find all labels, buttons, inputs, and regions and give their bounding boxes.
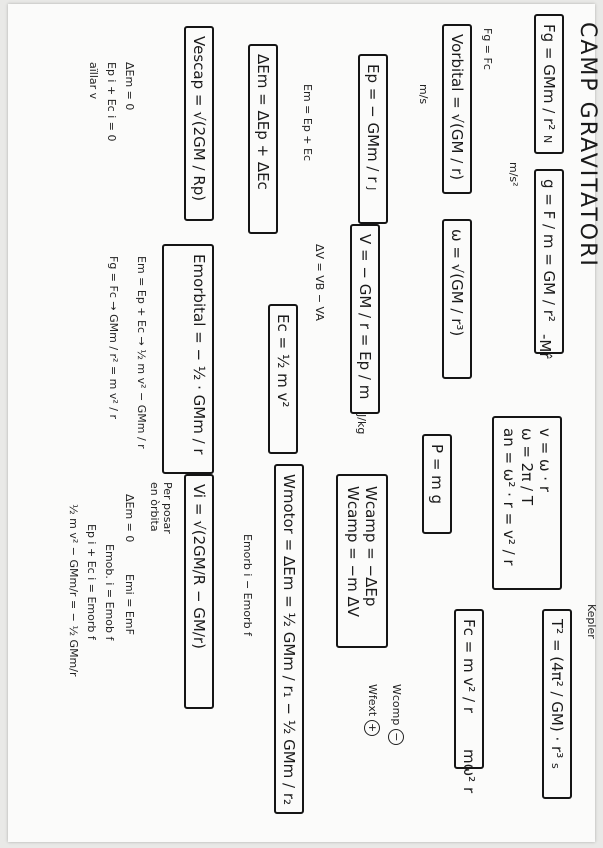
orbit-insertion-cond-4: Ep i + Ec i = Emorb f bbox=[85, 524, 98, 640]
mechanical-energy-change-box bbox=[248, 44, 278, 234]
orbital-energy-box bbox=[162, 244, 214, 474]
orbital-energy-formula: Emorbital = − ½ · GMm / r bbox=[190, 254, 208, 455]
orbital-velocity-box bbox=[442, 24, 472, 194]
notes-sheet bbox=[8, 4, 600, 842]
engine-work-formula: Wmotor = ΔEm = ½ GMm / r₁ − ½ GMm / r₂ bbox=[280, 474, 298, 806]
gravity-force-units: N bbox=[541, 134, 554, 144]
escape-velocity-formula: Vescap = √(2GM / Rp) bbox=[190, 36, 208, 202]
gravity-force-formula: Fg = GMm / r² bbox=[540, 24, 558, 131]
orbit-insertion-note-1: Per posar bbox=[161, 482, 174, 534]
kepler-units: s bbox=[549, 763, 562, 769]
fg-equals-fc-note: Fg = Fc bbox=[481, 28, 494, 70]
orbital-velocity-units: m/s bbox=[417, 84, 430, 105]
mechanical-energy-change-formula: ΔEm = ΔEp + ΔEc bbox=[254, 54, 272, 190]
escape-condition-2: Ep i + Ec i = 0 bbox=[105, 62, 118, 142]
circular-relations-box bbox=[492, 416, 562, 590]
kepler-formula: T² = (4π² / GM) · r³ bbox=[548, 619, 566, 759]
centripetal-accel-formula: an = ω² · r = v² / r bbox=[500, 428, 518, 566]
external-work-label: Wfext bbox=[366, 684, 379, 717]
angular-orbital-formula: ω = √(GM / r³) bbox=[448, 229, 466, 337]
gravity-force-box bbox=[534, 14, 564, 154]
potential-energy-formula: Ep = − GMm / r bbox=[364, 64, 382, 183]
gravity-field-vector: -Mr̂ bbox=[536, 334, 554, 359]
orbit-insertion-cond-5: ½ m v² − GMm/r = − ½ GMm/r bbox=[67, 504, 80, 677]
kepler-label: Kepler bbox=[585, 604, 598, 639]
linear-velocity-formula: v = ω · r bbox=[536, 428, 554, 493]
centripetal-force-formula: Fc = m v² / r bbox=[460, 619, 478, 714]
potential-energy-units: J bbox=[365, 187, 378, 191]
engine-work-box bbox=[274, 464, 304, 814]
orbital-velocity-formula: Vorbital = √(GM / r) bbox=[448, 34, 466, 181]
gravity-field-units: m/s² bbox=[507, 162, 520, 187]
centripetal-force-box bbox=[454, 609, 484, 769]
orbit-insertion-cond-1: ΔEm = 0 bbox=[123, 494, 136, 543]
gravitational-potential-formula: V = − GM / r = Ep / m bbox=[356, 234, 374, 400]
gravitational-potential-box bbox=[350, 224, 380, 414]
orbit-insertion-cond-3: Emob. i = Emob f bbox=[103, 544, 116, 641]
escape-velocity-box bbox=[184, 26, 214, 221]
escape-condition-3: aïllar v bbox=[87, 62, 100, 100]
potential-energy-box bbox=[358, 54, 388, 224]
weight-formula: P = m g bbox=[428, 444, 446, 505]
orbital-energy-derivation-1: Em = Ep + Ec → ½ m v² − GMm / r bbox=[135, 256, 148, 449]
centripetal-force-alt: mω² r bbox=[460, 749, 478, 794]
page-title: CAMP GRAVITATORI bbox=[575, 22, 600, 268]
kepler-box bbox=[542, 609, 572, 799]
work-classification bbox=[364, 684, 404, 745]
orbit-insertion-cond-2: Emi = EmF bbox=[123, 574, 136, 635]
orbit-insertion-note bbox=[148, 482, 174, 534]
kinetic-energy-formula: Ec = ½ m v² bbox=[274, 314, 292, 408]
potential-difference-note: ΔV = VB − VA bbox=[313, 244, 326, 321]
orbit-insertion-note-2: en òrbita bbox=[148, 482, 161, 532]
gravity-field-box bbox=[534, 169, 564, 354]
external-work-sign: + bbox=[364, 720, 380, 736]
orbital-energy-derivation-2: Fg = Fc → GMm / r² = m v² / r bbox=[107, 256, 120, 420]
field-work-formula-2: Wcamp = −m ΔV bbox=[344, 486, 362, 617]
field-work-box bbox=[336, 474, 388, 648]
escape-condition-1: ΔEm = 0 bbox=[123, 62, 136, 111]
angular-orbital-box bbox=[442, 219, 472, 379]
gravitational-potential-units: J/kg bbox=[355, 414, 368, 435]
orbit-insertion-velocity-formula: Vi = √(2GM/R − GM/r) bbox=[190, 484, 208, 649]
mechanical-energy-def: Em = Ep + Ec bbox=[301, 84, 314, 162]
conservative-work-label: Wcomp bbox=[390, 684, 403, 726]
gravity-field-formula: g = F / m = GM / r² bbox=[540, 179, 558, 322]
weight-box bbox=[422, 434, 452, 534]
engine-work-note: Emorb i − Emorb f bbox=[241, 534, 254, 636]
field-work-formula-1: Wcamp = −ΔEp bbox=[362, 486, 380, 607]
kinetic-energy-box bbox=[268, 304, 298, 454]
conservative-work-sign: − bbox=[388, 729, 404, 745]
orbit-insertion-velocity-box bbox=[184, 474, 214, 709]
angular-velocity-formula: ω = 2π / T bbox=[518, 428, 536, 505]
